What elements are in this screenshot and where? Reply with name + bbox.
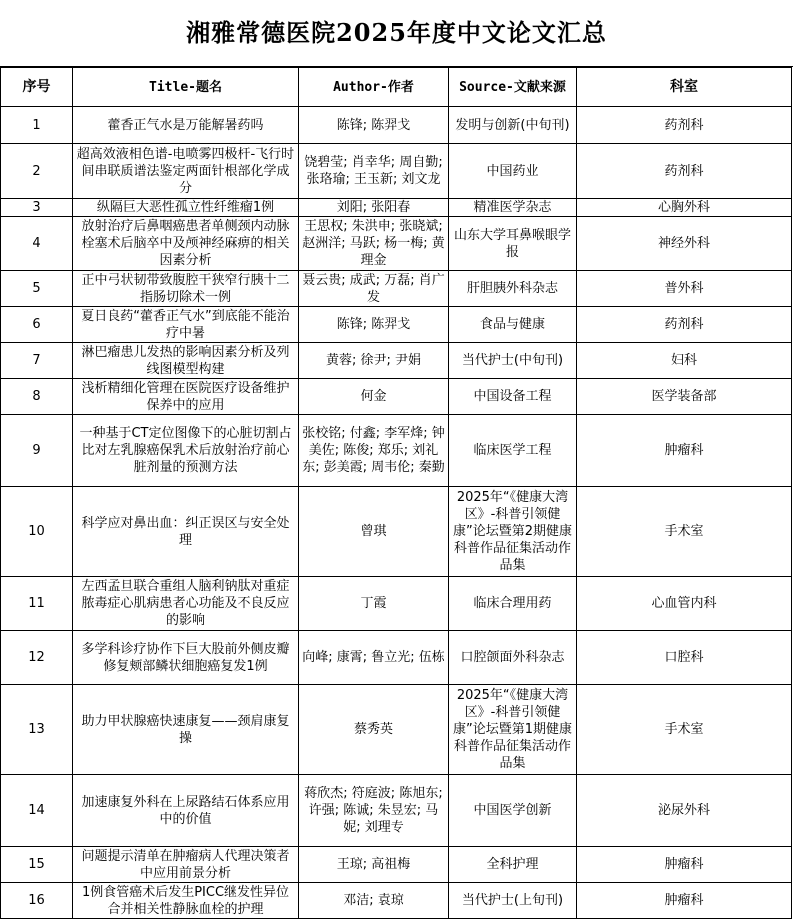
row-author: 曾琪 (299, 487, 449, 577)
row-dept: 手术室 (577, 685, 792, 775)
row-title: 左西孟旦联合重组人脑利钠肽对重症脓毒症心肌病患者心功能及不良反应的影响 (73, 577, 299, 631)
table-row (1, 107, 792, 144)
row-title: 夏日良药“藿香正气水”到底能不能治疗中暑 (73, 307, 299, 343)
row-index: 8 (1, 379, 73, 415)
row-author: 饶碧莹; 肖幸华; 周自勤; 张珞瑜; 王玉新; 刘文龙 (299, 144, 449, 199)
row-title: 多学科诊疗协作下巨大股前外侧皮瓣修复颊部鳞状细胞癌复发1例 (73, 631, 299, 685)
row-index: 12 (1, 631, 73, 685)
table-row (1, 379, 792, 415)
row-index: 15 (1, 847, 73, 883)
row-index: 2 (1, 144, 73, 199)
row-dept: 心胸外科 (577, 199, 792, 217)
row-source: 精准医学杂志 (449, 199, 577, 217)
row-author: 蒋欣杰; 符庭波; 陈旭东; 许强; 陈诚; 朱昱宏; 马妮; 刘理专 (299, 775, 449, 847)
row-source: 中国医学创新 (449, 775, 577, 847)
row-author: 张校铭; 付鑫; 李军烽; 钟美佐; 陈俊; 郑乐; 刘礼东; 彭美霞; 周韦伦; 秦勤 (299, 415, 449, 487)
table-row (1, 631, 792, 685)
row-index: 4 (1, 217, 73, 271)
row-author: 何金 (299, 379, 449, 415)
row-source: 中国药业 (449, 144, 577, 199)
row-title: 一种基于CT定位图像下的心脏切割占比对左乳腺癌保乳术后放射治疗前心脏剂量的预测方法 (73, 415, 299, 487)
row-author: 聂云贵; 成武; 万磊; 肖广发 (299, 271, 449, 307)
row-dept: 药剂科 (577, 307, 792, 343)
row-source: 发明与创新(中旬刊) (449, 107, 577, 144)
row-source: 当代护士(中旬刊) (449, 343, 577, 379)
row-dept: 药剂科 (577, 107, 792, 144)
column-header-title: Title-题名 (73, 68, 299, 107)
row-source: 2025年“《健康大湾区》-科普引领健康”论坛暨第1期健康科普作品征集活动作品集 (449, 685, 577, 775)
table-row (1, 847, 792, 883)
table-row (1, 307, 792, 343)
row-title: 纵隔巨大恶性孤立性纤维瘤1例 (73, 199, 299, 217)
row-author: 向峰; 康霄; 鲁立光; 伍栋 (299, 631, 449, 685)
row-source: 全科护理 (449, 847, 577, 883)
column-header-source: Source-文献来源 (449, 68, 577, 107)
row-index: 5 (1, 271, 73, 307)
row-title: 藿香正气水是万能解暑药吗 (73, 107, 299, 144)
row-source: 当代护士(上旬刊) (449, 883, 577, 919)
row-dept: 普外科 (577, 271, 792, 307)
row-author: 王琼; 高祖梅 (299, 847, 449, 883)
row-dept: 妇科 (577, 343, 792, 379)
row-source: 2025年“《健康大湾区》-科普引领健康”论坛暨第2期健康科普作品征集活动作品集 (449, 487, 577, 577)
table-row (1, 883, 792, 919)
row-author: 王思权; 朱洪申; 张晓斌; 赵洲洋; 马跃; 杨一梅; 黄理金 (299, 217, 449, 271)
row-index: 14 (1, 775, 73, 847)
row-dept: 肿瘤科 (577, 883, 792, 919)
row-index: 3 (1, 199, 73, 217)
row-index: 7 (1, 343, 73, 379)
row-dept: 泌尿外科 (577, 775, 792, 847)
row-author: 刘阳; 张阳春 (299, 199, 449, 217)
row-dept: 肿瘤科 (577, 847, 792, 883)
header-row (1, 68, 792, 107)
row-source: 中国设备工程 (449, 379, 577, 415)
row-title: 放射治疗后鼻咽癌患者单侧颈内动脉栓塞术后脑卒中及颅神经麻痹的相关因素分析 (73, 217, 299, 271)
row-index: 16 (1, 883, 73, 919)
row-source: 口腔颌面外科杂志 (449, 631, 577, 685)
row-source: 临床合理用药 (449, 577, 577, 631)
table-row (1, 199, 792, 217)
row-author: 陈锋; 陈羿戈 (299, 107, 449, 144)
row-dept: 医学装备部 (577, 379, 792, 415)
row-author: 陈锋; 陈羿戈 (299, 307, 449, 343)
row-title: 科学应对鼻出血：纠正误区与安全处理 (73, 487, 299, 577)
table-row (1, 685, 792, 775)
row-dept: 心血管内科 (577, 577, 792, 631)
row-index: 1 (1, 107, 73, 144)
row-dept: 神经外科 (577, 217, 792, 271)
row-author: 蔡秀英 (299, 685, 449, 775)
row-index: 13 (1, 685, 73, 775)
row-source: 山东大学耳鼻喉眼学报 (449, 217, 577, 271)
row-author: 邓洁; 袁琼 (299, 883, 449, 919)
row-index: 6 (1, 307, 73, 343)
row-dept: 药剂科 (577, 144, 792, 199)
table-row (1, 217, 792, 271)
page-title: 湘雅常德医院2025年度中文论文汇总 (0, 0, 793, 67)
row-dept: 口腔科 (577, 631, 792, 685)
column-header-index: 序号 (1, 68, 73, 107)
row-title: 助力甲状腺癌快速康复——颈肩康复操 (73, 685, 299, 775)
row-dept: 肿瘤科 (577, 415, 792, 487)
row-index: 11 (1, 577, 73, 631)
row-title: 加速康复外科在上尿路结石体系应用中的价值 (73, 775, 299, 847)
column-header-author: Author-作者 (299, 68, 449, 107)
row-title: 1例食管癌术后发生PICC继发性异位合并相关性静脉血栓的护理 (73, 883, 299, 919)
row-title: 浅析精细化管理在医院医疗设备维护保养中的应用 (73, 379, 299, 415)
table-row (1, 487, 792, 577)
table-row (1, 271, 792, 307)
table-row (1, 577, 792, 631)
row-author: 丁霞 (299, 577, 449, 631)
row-author: 黄蓉; 徐尹; 尹娟 (299, 343, 449, 379)
table-row (1, 144, 792, 199)
table-body (1, 107, 792, 919)
row-title: 正中弓状韧带致腹腔干狭窄行胰十二指肠切除术一例 (73, 271, 299, 307)
row-index: 10 (1, 487, 73, 577)
row-title: 超高效液相色谱-电喷雾四极杆-飞行时间串联质谱法鉴定两面针根部化学成分 (73, 144, 299, 199)
row-source: 临床医学工程 (449, 415, 577, 487)
column-header-dept: 科室 (577, 68, 792, 107)
row-title: 淋巴瘤患儿发热的影响因素分析及列线图模型构建 (73, 343, 299, 379)
paper-table (0, 67, 792, 919)
table-row (1, 775, 792, 847)
row-dept: 手术室 (577, 487, 792, 577)
row-source: 食品与健康 (449, 307, 577, 343)
row-title: 问题提示清单在肿瘤病人代理决策者中应用前景分析 (73, 847, 299, 883)
row-index: 9 (1, 415, 73, 487)
row-source: 肝胆胰外科杂志 (449, 271, 577, 307)
table-row (1, 343, 792, 379)
table-row (1, 415, 792, 487)
